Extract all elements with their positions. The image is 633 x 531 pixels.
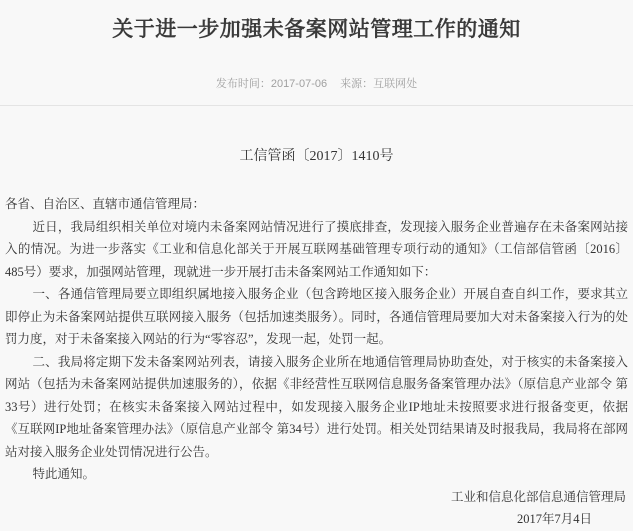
closing-note: 特此通知。 (32, 467, 96, 481)
signature-department: 工业和信息化部信息通信管理局 (450, 489, 626, 504)
source (340, 78, 417, 90)
publish-time-value: 2017-07-06 (270, 78, 328, 90)
publish-time (216, 78, 327, 90)
document-number: 工信管函〔2017〕1410号 (239, 149, 394, 164)
meta-line (0, 77, 633, 92)
notice-paragraph-item-2: 二、我局将定期下发未备案网站列表，请接入服务企业所在地通信管理局协助查处，对于核实的未备案接入网站（包括为未备案网站提供加速服务的），依据《非经营性互联网信息服务备案管理办法》（原信息产业部令 第33号）进行处罚；在核实未备案接入网站过程中，如发现接入服务企业IP地址未按照要求进行报备变更，依据《互联网IP地址备案管理办法》（原信息产业部令 第34号）进行处罚。相关处罚结果请及时报我局，我局将在部网站对接入服务企业处罚情况进行公告。 (5, 354, 628, 459)
salutation: 各省、自治区、直辖市通信管理局： (5, 197, 206, 211)
signature-date: 2017年7月4日 (516, 512, 592, 526)
page-title: 关于进一步加强未备案网站管理工作的通知 (112, 17, 521, 41)
header-divider (0, 105, 633, 106)
notice-paragraph-intro: 近日，我局组织相关单位对境内未备案网站情况进行了摸底排查，发现接入服务企业普遍存在未备案网站接入的情况。为进一步落实《工业和信息化部关于开展互联网基础管理专项行动的通知》（工信部信管函〔2016〕485号）要求，加强网站管理，现就进一步开展打击未备案网站工作通知如下： (5, 219, 628, 279)
signature-block (5, 486, 628, 531)
notice-paragraph-item-1: 一、各通信管理局要立即组织属地接入服务企业（包含跨地区接入服务企业）开展自查自纠工作，要求其立即停止为未备案网站提供互联网接入服务（包括加速类服务）。同时，各通信管理局要加大对未备案接入行为的处罚力度，对于未备案接入网站的行为“零容忍”，发现一起，处罚一起。 (5, 287, 628, 346)
source-label: 来源： (340, 78, 374, 90)
publish-time-label: 发布时间： (215, 78, 271, 90)
source-value: 互联网处 (373, 78, 418, 90)
notice-body (0, 193, 633, 531)
